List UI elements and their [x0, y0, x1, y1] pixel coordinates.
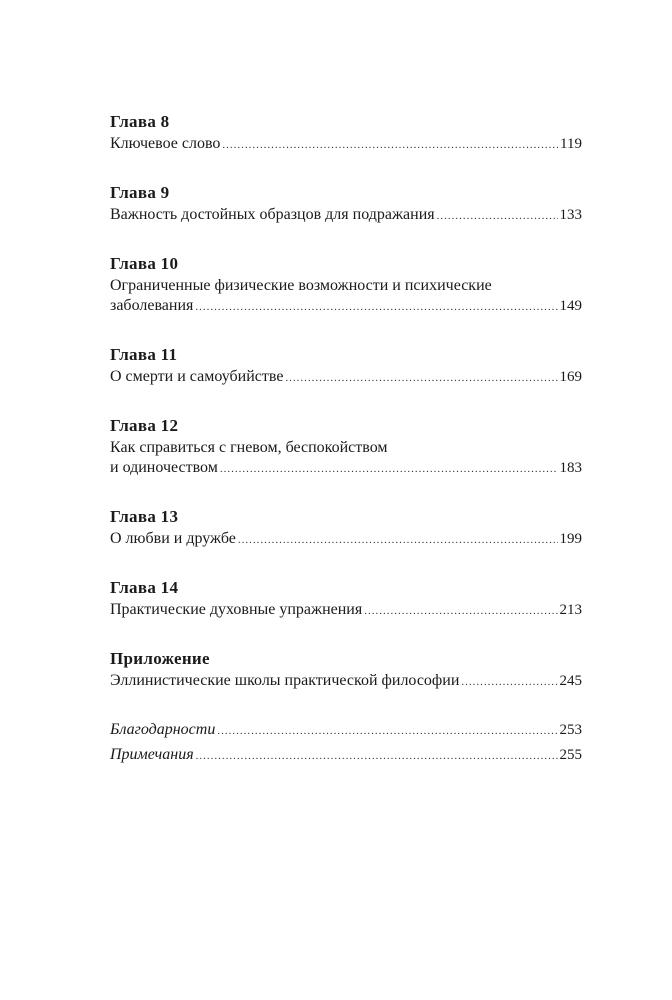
dot-leader: [195, 297, 557, 317]
table-of-contents: [110, 110, 582, 770]
toc-entry[interactable]: [110, 296, 582, 317]
page-number: 199: [559, 531, 582, 547]
section-title: Благодарности: [110, 721, 216, 738]
chapter-title-line: Ограниченные физические возможности и психические: [110, 277, 492, 294]
toc-entry[interactable]: [110, 529, 582, 550]
toc-entry-notes[interactable]: [110, 745, 582, 766]
chapter-heading: Глава 13: [110, 507, 179, 526]
chapter-heading: Глава 14: [110, 578, 179, 597]
dot-leader: [196, 746, 558, 766]
chapter-heading: Глава 10: [110, 254, 179, 273]
toc-chapter: [110, 110, 582, 155]
page-number: 255: [559, 747, 582, 763]
chapter-title: и одиночеством: [110, 459, 218, 476]
chapter-heading: Приложение: [110, 649, 210, 668]
dot-leader: [220, 459, 558, 479]
chapter-title: Эллинистические школы практической философии: [110, 672, 460, 689]
chapter-title: Ключевое слово: [110, 135, 221, 152]
chapter-heading: Глава 8: [110, 112, 170, 131]
toc-chapter: [110, 505, 582, 550]
chapter-title: О смерти и самоубийстве: [110, 368, 284, 385]
dot-leader: [285, 368, 557, 388]
toc-chapter: [110, 576, 582, 621]
toc-entry[interactable]: [110, 671, 582, 692]
chapter-title: Практические духовные упражнения: [110, 601, 363, 618]
dot-leader: [217, 721, 557, 741]
page-number: 253: [559, 722, 582, 738]
toc-entry[interactable]: [110, 367, 582, 388]
page-number: 119: [560, 136, 582, 152]
dot-leader: [461, 672, 557, 692]
toc-chapter: [110, 252, 582, 317]
dot-leader: [437, 206, 558, 226]
dot-leader: [238, 530, 558, 550]
chapter-heading: Глава 12: [110, 416, 179, 435]
chapter-title: Важность достойных образцов для подражания: [110, 206, 435, 223]
section-title: Примечания: [110, 746, 194, 763]
dot-leader: [222, 135, 558, 155]
page-number: 183: [559, 460, 582, 476]
chapter-heading: Глава 11: [110, 345, 178, 364]
chapter-title: заболевания: [110, 297, 194, 314]
toc-chapter: [110, 181, 582, 226]
toc-entry[interactable]: [110, 458, 582, 479]
chapter-title: О любви и дружбе: [110, 530, 236, 547]
toc-entry[interactable]: [110, 134, 582, 155]
page-number: 245: [559, 673, 582, 689]
toc-chapter: [110, 343, 582, 388]
chapter-title-line: Как справиться с гневом, беспокойством: [110, 439, 388, 456]
toc-entry[interactable]: [110, 600, 582, 621]
page-number: 213: [559, 602, 582, 618]
chapter-heading: Глава 9: [110, 183, 170, 202]
dot-leader: [364, 601, 557, 621]
page-number: 169: [559, 369, 582, 385]
toc-chapter: [110, 647, 582, 692]
page-number: 149: [559, 298, 582, 314]
toc-chapter: [110, 414, 582, 479]
page-number: 133: [559, 207, 582, 223]
toc-entry[interactable]: [110, 205, 582, 226]
toc-entry-acknowledgements[interactable]: [110, 720, 582, 741]
